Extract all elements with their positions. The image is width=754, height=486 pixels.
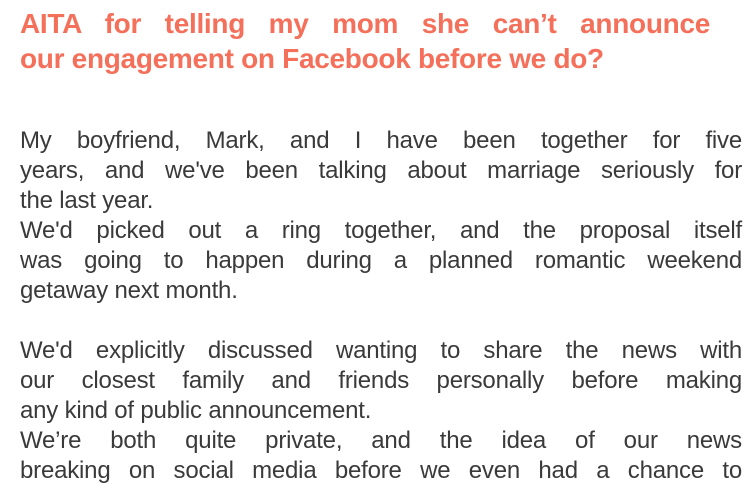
story-paragraph: [20, 336, 742, 426]
story-paragraph: [20, 426, 742, 486]
story-line: We’re both quite private, and the idea of our news: [20, 427, 742, 454]
story-line: We'd explicitly discussed wanting to share the news with: [20, 337, 742, 364]
story-line: My boyfriend, Mark, and I have been together for five: [20, 127, 742, 154]
story-line: was going to happen during a planned romantic weekend: [20, 247, 742, 274]
story-line: any kind of public announcement.: [20, 397, 372, 424]
story-paragraph: [20, 216, 742, 306]
story-line: the last year.: [20, 187, 154, 214]
story-line: years, and we've been talking about marriage seriously for: [20, 157, 742, 184]
story-paragraph: [20, 126, 742, 216]
story-line-clipped: breaking on social media before we even had a chance to: [20, 457, 742, 484]
paragraph-spacer: [20, 306, 742, 336]
story-line: our closest family and friends personally before making: [20, 367, 742, 394]
title-line: AITA for telling my mom she can’t announce: [20, 8, 710, 39]
story-body: [20, 126, 742, 486]
story-line: getaway next month.: [20, 277, 238, 304]
title-line: our engagement on Facebook before we do?: [20, 43, 604, 74]
page-title: [20, 6, 710, 76]
story-line: We'd picked out a ring together, and the proposal itself: [20, 217, 742, 244]
